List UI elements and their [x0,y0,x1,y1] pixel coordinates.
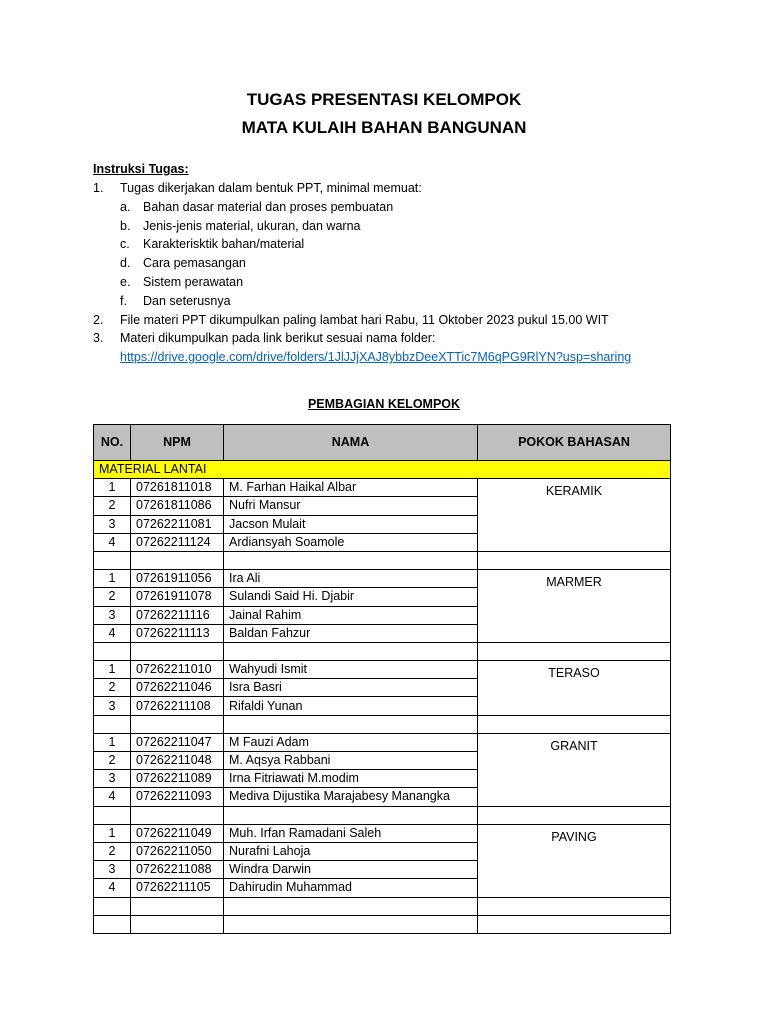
cell-pokok-bahasan: GRANIT [478,733,671,806]
cell-no: 2 [94,842,131,860]
cell-nama: Jainal Rahim [224,606,478,624]
subitem-letter: f. [120,293,127,308]
cell-no: 4 [94,624,131,642]
subitem-text: Jenis-jenis material, ukuran, dan warna [143,218,361,233]
cell-nama: Dahirudin Muhammad [224,879,478,897]
cell-nama: Nufri Mansur [224,497,478,515]
folder-link[interactable]: https://drive.google.com/drive/folders/1JlJJjXAJ8ybbzDeeXTTic7M6qPG9RlYN?usp=sharing [120,350,632,365]
group-table [93,424,671,934]
header-npm: NPM [131,425,224,461]
table-row [94,661,671,679]
empty-cell [131,897,224,915]
cell-pokok-bahasan: TERASO [478,661,671,716]
instructions-block [93,160,693,367]
table-row [94,570,671,588]
cell-no: 1 [94,733,131,751]
cell-npm: 07261911056 [131,570,224,588]
cell-nama: M. Aqsya Rabbani [224,752,478,770]
cell-nama: Windra Darwin [224,861,478,879]
cell-no: 1 [94,824,131,842]
empty-cell [131,642,224,660]
subitem-text: Cara pemasangan [143,256,246,271]
cell-npm: 07262211089 [131,770,224,788]
cell-no: 3 [94,697,131,715]
cell-nama: Muh. Irfan Ramadani Saleh [224,824,478,842]
cell-nama: Baldan Fahzur [224,624,478,642]
empty-cell [478,551,671,569]
instruction-text: Materi dikumpulkan pada link berikut sesuai nama folder: [120,331,436,346]
subitem-text: Dan seterusnya [143,293,231,308]
cell-no: 3 [94,515,131,533]
document-title-line1: TUGAS PRESENTASI KELOMPOK [246,90,522,109]
cell-npm: 07261911078 [131,588,224,606]
empty-cell [478,806,671,824]
cell-nama: Nurafni Lahoja [224,842,478,860]
subitem-letter: a. [120,199,131,214]
instruction-subitem [93,198,693,217]
subitem-text: Sistem perawatan [143,274,244,289]
instruction-text: Tugas dikerjakan dalam bentuk PPT, minimal memuat: [120,181,422,195]
cell-no: 2 [94,588,131,606]
cell-no: 1 [94,570,131,588]
empty-cell [224,806,478,824]
cell-npm: 07262211105 [131,879,224,897]
table-header-row [94,425,671,461]
cell-pokok-bahasan: PAVING [478,824,671,897]
empty-cell [478,897,671,915]
empty-cell [94,806,131,824]
table-row [94,479,671,497]
instruction-number: 2. [93,312,104,327]
instruction-item-1 [93,179,693,198]
blank-row [94,715,671,733]
empty-cell [131,551,224,569]
empty-cell [224,715,478,733]
cell-npm: 07262211047 [131,733,224,751]
header-no: NO. [94,425,131,461]
cell-nama: Sulandi Said Hi. Djabir [224,588,478,606]
instruction-subitem [93,292,693,311]
instruction-number: 3. [93,331,104,346]
empty-cell [478,642,671,660]
cell-pokok-bahasan: MARMER [478,570,671,643]
subitem-text: Bahan dasar material dan proses pembuatan [143,199,394,214]
instructions-heading: Instruksi Tugas: [93,162,189,176]
cell-pokok-bahasan: KERAMIK [478,479,671,552]
instruction-subitem [93,217,693,236]
empty-cell [131,806,224,824]
cell-npm: 07261811018 [131,479,224,497]
empty-cell [478,715,671,733]
subitem-letter: b. [120,218,131,233]
cell-npm: 07262211093 [131,788,224,806]
cell-nama: Irna Fitriawati M.modim [224,770,478,788]
table-row [94,824,671,842]
cell-npm: 07262211049 [131,824,224,842]
subitem-letter: d. [120,256,131,271]
cell-npm: 07262211046 [131,679,224,697]
cell-no: 4 [94,533,131,551]
empty-cell [94,915,131,933]
subitem-letter: c. [120,237,130,252]
category-label: MATERIAL LANTAI [94,461,671,479]
empty-cell [224,642,478,660]
subitem-letter: e. [120,274,131,289]
table-body [94,461,671,934]
blank-row [94,806,671,824]
cell-npm: 07261811086 [131,497,224,515]
blank-row [94,551,671,569]
cell-no: 1 [94,661,131,679]
cell-nama: Mediva Dijustika Marajabesy Manangka [224,788,478,806]
cell-nama: Wahyudi Ismit [224,661,478,679]
empty-cell [224,551,478,569]
empty-cell [94,897,131,915]
instruction-number: 1. [93,181,104,195]
cell-npm: 07262211048 [131,752,224,770]
cell-nama: Ardiansyah Soamole [224,533,478,551]
empty-cell [224,897,478,915]
empty-cell [131,715,224,733]
empty-cell [478,915,671,933]
instruction-subitem [93,235,693,254]
cell-npm: 07262211050 [131,842,224,860]
cell-no: 2 [94,497,131,515]
empty-cell [94,642,131,660]
cell-npm: 07262211124 [131,533,224,551]
cell-nama: Rifaldi Yunan [224,697,478,715]
empty-cell [131,915,224,933]
cell-no: 3 [94,770,131,788]
instruction-text: File materi PPT dikumpulkan paling lambat hari Rabu, 11 Oktober 2023 pukul 15.00 WIT [120,312,609,327]
cell-no: 3 [94,606,131,624]
blank-row [94,897,671,915]
empty-cell [94,715,131,733]
blank-row [94,915,671,933]
cell-nama: M Fauzi Adam [224,733,478,751]
cell-nama: M. Farhan Haikal Albar [224,479,478,497]
cell-npm: 07262211116 [131,606,224,624]
cell-nama: Jacson Mulait [224,515,478,533]
instruction-item-2 [93,311,693,330]
instruction-item-3 [93,329,693,348]
header-pokok-bahasan: POKOK BAHASAN [478,425,671,461]
cell-npm: 07262211081 [131,515,224,533]
header-nama: NAMA [224,425,478,461]
cell-npm: 07262211010 [131,661,224,679]
subitem-text: Karakterisktik bahan/material [143,237,305,252]
cell-no: 4 [94,788,131,806]
cell-no: 1 [94,479,131,497]
document-title-line2: MATA KULAIH BAHAN BANGUNAN [241,118,527,137]
section-title: PEMBAGIAN KELOMPOK [307,397,461,411]
cell-no: 2 [94,752,131,770]
cell-no: 3 [94,861,131,879]
folder-link-line [93,348,693,367]
table-row [94,733,671,751]
category-row [94,461,671,479]
cell-npm: 07262211088 [131,861,224,879]
cell-npm: 07262211113 [131,624,224,642]
cell-nama: Ira Ali [224,570,478,588]
instruction-subitem [93,254,693,273]
cell-nama: Isra Basri [224,679,478,697]
cell-npm: 07262211108 [131,697,224,715]
empty-cell [224,915,478,933]
blank-row [94,642,671,660]
instruction-subitem [93,273,693,292]
cell-no: 2 [94,679,131,697]
empty-cell [94,551,131,569]
cell-no: 4 [94,879,131,897]
